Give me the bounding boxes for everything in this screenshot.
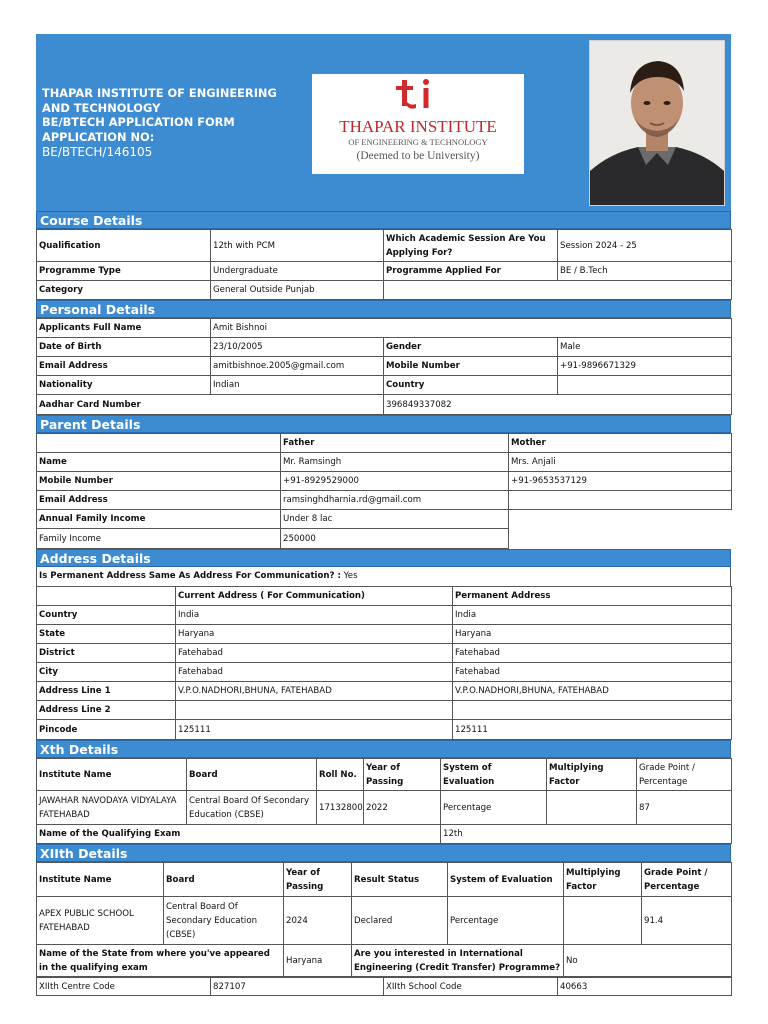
xii-h-grade: Grade Point / Percentage	[642, 863, 732, 897]
aadhar-value: 396849337082	[384, 395, 732, 415]
father-mobile: +91-8929529000	[281, 472, 509, 491]
table-row	[37, 606, 732, 625]
x-system: Percentage	[441, 791, 547, 825]
xii-h-result: Result Status	[352, 863, 448, 897]
aadhar-label: Aadhar Card Number	[37, 395, 384, 415]
x-h-board: Board	[187, 759, 317, 791]
perm-line2	[453, 701, 732, 720]
xii-h-system: System of Evaluation	[448, 863, 564, 897]
empty-cell	[509, 510, 732, 529]
gender-label: Gender	[384, 338, 558, 357]
applicant-photo	[589, 40, 725, 206]
cur-line2	[176, 701, 453, 720]
gender-value: Male	[558, 338, 732, 357]
table-row	[37, 510, 732, 529]
table-row	[37, 663, 732, 682]
parent-email-label: Email Address	[37, 491, 281, 510]
category-value: General Outside Punjab	[211, 281, 384, 300]
full-name-label: Applicants Full Name	[37, 319, 211, 338]
family-income-label: Family Income	[37, 529, 281, 549]
xii-institute: APEX PUBLIC SCHOOL FATEHABAD	[37, 897, 164, 945]
qualification-label: Qualification	[37, 230, 211, 262]
qualification-value: 12th with PCM	[211, 230, 384, 262]
xiith-details-table	[36, 862, 732, 977]
email-label: Email Address	[37, 357, 211, 376]
full-name-value: Amit Bishnoi	[211, 319, 732, 338]
mother-mobile: +91-9653537129	[509, 472, 732, 491]
xii-state-value: Haryana	[284, 945, 352, 977]
x-mult	[547, 791, 637, 825]
table-row	[37, 644, 732, 663]
xth-details-table	[36, 758, 732, 844]
table-row	[37, 625, 732, 644]
category-label: Category	[37, 281, 211, 300]
perm-pin: 125111	[453, 720, 732, 740]
addr-state-label: State	[37, 625, 176, 644]
empty-cell	[384, 281, 732, 300]
mobile-value: +91-9896671329	[558, 357, 732, 376]
perm-state: Haryana	[453, 625, 732, 644]
xii-h-board: Board	[164, 863, 284, 897]
qual-exam-label: Name of the Qualifying Exam	[37, 825, 441, 844]
x-h-grade: Grade Point / Percentage	[637, 759, 732, 791]
current-address-header: Current Address ( For Communication)	[176, 587, 453, 606]
x-institute: JAWAHAR NAVODAYA VIDYALAYA FATEHABAD	[37, 791, 187, 825]
table-row	[37, 491, 732, 510]
x-h-institute: Institute Name	[37, 759, 187, 791]
qual-exam-value: 12th	[441, 825, 732, 844]
parent-mobile-label: Mobile Number	[37, 472, 281, 491]
same-address-answer: Yes	[343, 571, 358, 581]
xii-h-institute: Institute Name	[37, 863, 164, 897]
xiith-codes-table	[36, 977, 732, 996]
table-row	[37, 472, 732, 491]
annual-income-label: Annual Family Income	[37, 510, 281, 529]
programme-applied-label: Programme Applied For	[384, 262, 558, 281]
email-value: amitbishnoe.2005@gmail.com	[211, 357, 384, 376]
father-email: ramsinghdharnia.rd@gmail.com	[281, 491, 509, 510]
table-row	[37, 682, 732, 701]
xii-state-label: Name of the State from where you've appeared in the qualifying exam	[37, 945, 284, 977]
section-course-details: Course Details	[36, 211, 731, 229]
xii-mult	[564, 897, 642, 945]
empty-cell	[37, 587, 176, 606]
table-row	[37, 587, 732, 606]
session-value: Session 2024 - 25	[558, 230, 732, 262]
dob-label: Date of Birth	[37, 338, 211, 357]
mother-header: Mother	[509, 434, 732, 453]
cur-line1: V.P.O.NADHORI,BHUNA, FATEHABAD	[176, 682, 453, 701]
table-row	[37, 529, 732, 549]
xii-result: Declared	[352, 897, 448, 945]
addr-pin-label: Pincode	[37, 720, 176, 740]
x-h-system: System of Evaluation	[441, 759, 547, 791]
programme-type-label: Programme Type	[37, 262, 211, 281]
table-row	[37, 825, 732, 844]
perm-district: Fatehabad	[453, 644, 732, 663]
same-address-question	[36, 567, 731, 586]
addr-city-label: City	[37, 663, 176, 682]
empty-cell	[37, 434, 281, 453]
xii-intl-label: Are you interested in International Engineering (Credit Transfer) Programme?	[352, 945, 564, 977]
table-row	[37, 338, 732, 357]
xii-year: 2024	[284, 897, 352, 945]
section-xth-details: Xth Details	[36, 740, 731, 758]
same-address-label: Is Permanent Address Same As Address For Communication? :	[39, 571, 341, 581]
centre-code-value: 827107	[211, 978, 384, 996]
xii-board: Central Board Of Secondary Education (CBSE)	[164, 897, 284, 945]
table-row	[37, 230, 732, 262]
parent-details-table	[36, 433, 732, 549]
addr-country-label: Country	[37, 606, 176, 625]
school-code-value: 40663	[558, 978, 732, 996]
logo-wordmark: THAPAR INSTITUTE	[339, 117, 497, 136]
x-h-year: Year of Passing	[364, 759, 441, 791]
header-text	[42, 86, 277, 160]
institute-name-line1: THAPAR INSTITUTE OF ENGINEERING	[42, 86, 277, 100]
session-label: Which Academic Session Are You Applying For?	[384, 230, 558, 262]
xii-grade: 91.4	[642, 897, 732, 945]
country-value	[558, 376, 732, 395]
table-row	[37, 281, 732, 300]
x-grade: 87	[637, 791, 732, 825]
mobile-label: Mobile Number	[384, 357, 558, 376]
dob-value: 23/10/2005	[211, 338, 384, 357]
xii-h-year: Year of Passing	[284, 863, 352, 897]
section-personal-details: Personal Details	[36, 300, 731, 318]
application-no-label: APPLICATION NO:	[42, 129, 155, 144]
section-address-details: Address Details	[36, 549, 731, 567]
logo-subtitle: OF ENGINEERING & TECHNOLOGY	[348, 137, 488, 147]
school-code-label: XIIth School Code	[384, 978, 558, 996]
addr-district-label: District	[37, 644, 176, 663]
personal-details-table	[36, 318, 732, 415]
addr-line2-label: Address Line 2	[37, 701, 176, 720]
centre-code-label: XIIth Centre Code	[37, 978, 211, 996]
form-title: BE/BTECH APPLICATION FORM	[42, 115, 235, 129]
x-board: Central Board Of Secondary Education (CBSE)	[187, 791, 317, 825]
programme-applied-value: BE / B.Tech	[558, 262, 732, 281]
table-row	[37, 357, 732, 376]
form-header	[36, 34, 731, 211]
nationality-value: Indian	[211, 376, 384, 395]
x-h-roll: Roll No.	[317, 759, 364, 791]
annual-income-value: Under 8 lac	[281, 510, 509, 529]
logo-tagline: (Deemed to be University)	[356, 150, 480, 162]
programme-type-value: Undergraduate	[211, 262, 384, 281]
institute-name-line2: AND TECHNOLOGY	[42, 100, 161, 115]
mother-email	[509, 491, 732, 510]
xii-system: Percentage	[448, 897, 564, 945]
cur-city: Fatehabad	[176, 663, 453, 682]
x-h-mult: Multiplying Factor	[547, 759, 637, 791]
perm-city: Fatehabad	[453, 663, 732, 682]
parent-name-label: Name	[37, 453, 281, 472]
table-row	[37, 262, 732, 281]
application-no: BE/BTECH/146105	[42, 145, 153, 159]
permanent-address-header: Permanent Address	[453, 587, 732, 606]
section-xiith-details: XIIth Details	[36, 844, 731, 862]
table-row	[37, 701, 732, 720]
table-row	[37, 376, 732, 395]
table-row	[37, 319, 732, 338]
table-row	[37, 453, 732, 472]
table-row	[37, 863, 732, 897]
table-row	[37, 978, 732, 996]
father-header: Father	[281, 434, 509, 453]
table-row	[37, 395, 732, 415]
table-row	[37, 791, 732, 825]
mother-name: Mrs. Anjali	[509, 453, 732, 472]
perm-country: India	[453, 606, 732, 625]
xii-h-mult: Multiplying Factor	[564, 863, 642, 897]
empty-cell	[509, 529, 732, 549]
father-name: Mr. Ramsingh	[281, 453, 509, 472]
section-parent-details: Parent Details	[36, 415, 731, 433]
family-income-value: 250000	[281, 529, 509, 549]
table-row	[37, 897, 732, 945]
cur-district: Fatehabad	[176, 644, 453, 663]
table-row	[37, 720, 732, 740]
table-row	[37, 759, 732, 791]
x-year: 2022	[364, 791, 441, 825]
table-row	[37, 945, 732, 977]
nationality-label: Nationality	[37, 376, 211, 395]
address-details-table	[36, 586, 732, 740]
cur-pin: 125111	[176, 720, 453, 740]
course-details-table	[36, 229, 732, 300]
cur-state: Haryana	[176, 625, 453, 644]
table-row	[37, 434, 732, 453]
xii-intl-value: No	[564, 945, 732, 977]
country-label: Country	[384, 376, 558, 395]
institute-logo	[312, 74, 524, 174]
application-form	[36, 34, 731, 996]
x-roll: 17132800	[317, 791, 364, 825]
cur-country: India	[176, 606, 453, 625]
perm-line1: V.P.O.NADHORI,BHUNA, FATEHABAD	[453, 682, 732, 701]
ti-logo-mark	[396, 79, 429, 109]
addr-line1-label: Address Line 1	[37, 682, 176, 701]
